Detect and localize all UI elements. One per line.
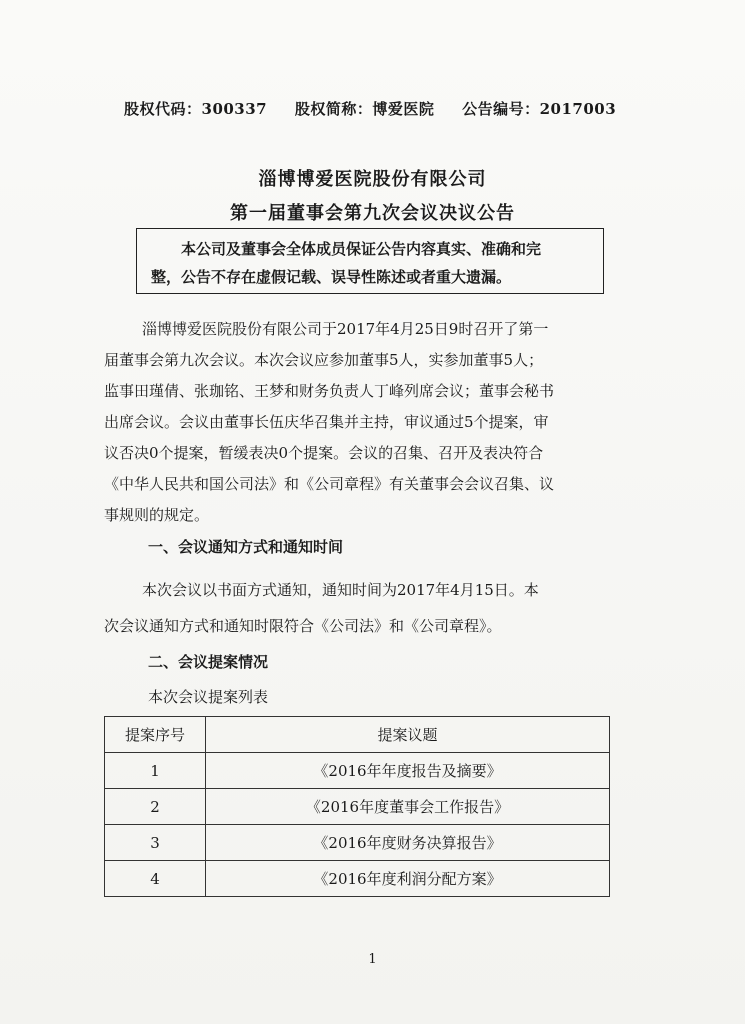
- proposal-number: 4: [105, 861, 206, 897]
- column-header-number: 提案序号: [105, 717, 206, 753]
- notice-line: 本次会议以书面方式通知，通知时间为2017年4月15日。本: [142, 581, 539, 599]
- table-caption: 本次会议提案列表: [148, 688, 269, 706]
- proposal-number: 1: [105, 753, 206, 789]
- intro-line: 议否决0个提案，暂缓表决0个提案。会议的召集、召开及表决符合: [104, 444, 544, 462]
- proposal-topic: 《2016年度董事会工作报告》: [206, 789, 610, 825]
- company-name-title: 淄博博爱医院股份有限公司: [258, 169, 487, 190]
- announcement-title: 第一届董事会第九次会议决议公告: [230, 203, 515, 224]
- proposal-number: 3: [105, 825, 206, 861]
- intro-line: 《中华人民共和国公司法》和《公司章程》有关董事会会议召集、议: [104, 475, 555, 493]
- column-header-topic: 提案议题: [206, 717, 610, 753]
- notice-number: 公告编号：2017003: [462, 100, 617, 118]
- table-row: [105, 789, 610, 825]
- table-row: [105, 753, 610, 789]
- proposal-topic: 《2016年度财务决算报告》: [206, 825, 610, 861]
- section-heading-notice: 一、会议通知方式和通知时间: [148, 538, 344, 556]
- intro-line: 事规则的规定。: [104, 506, 210, 524]
- notice-paragraph: [104, 572, 644, 644]
- disclaimer-box: [136, 228, 604, 294]
- table-row: [105, 861, 610, 897]
- stock-abbreviation: 股权简称：博爱医院: [294, 100, 435, 118]
- disclaimer-line-1: 本公司及董事会全体成员保证公告内容真实、准确和完: [181, 240, 542, 258]
- intro-line: 届董事会第九次会议。本次会议应参加董事5人，实参加董事5人；: [104, 351, 544, 369]
- proposal-topic: 《2016年年度报告及摘要》: [206, 753, 610, 789]
- table-row: [105, 825, 610, 861]
- proposal-number: 2: [105, 789, 206, 825]
- stock-code: 股权代码：300337: [124, 100, 268, 118]
- announcement-header: [124, 98, 644, 119]
- page-number: 1: [368, 952, 377, 967]
- proposal-topic: 《2016年度利润分配方案》: [206, 861, 610, 897]
- intro-line: 出席会议。会议由董事长伍庆华召集并主持，审议通过5个提案，审: [104, 413, 549, 431]
- intro-line: 监事田瑾倩、张珈铭、王梦和财务负责人丁峰列席会议；董事会秘书: [104, 382, 555, 400]
- intro-line: 淄博博爱医院股份有限公司于2017年4月25日9时召开了第一: [142, 320, 549, 338]
- notice-line: 次会议通知方式和通知时限符合《公司法》和《公司章程》。: [104, 617, 502, 635]
- section-heading-proposals: 二、会议提案情况: [148, 653, 269, 671]
- intro-paragraph: [104, 314, 644, 531]
- disclaimer-line-2: 整，公告不存在虚假记载、误导性陈述或者重大遗漏。: [151, 268, 512, 286]
- proposals-table: [104, 716, 610, 897]
- table-header-row: [105, 717, 610, 753]
